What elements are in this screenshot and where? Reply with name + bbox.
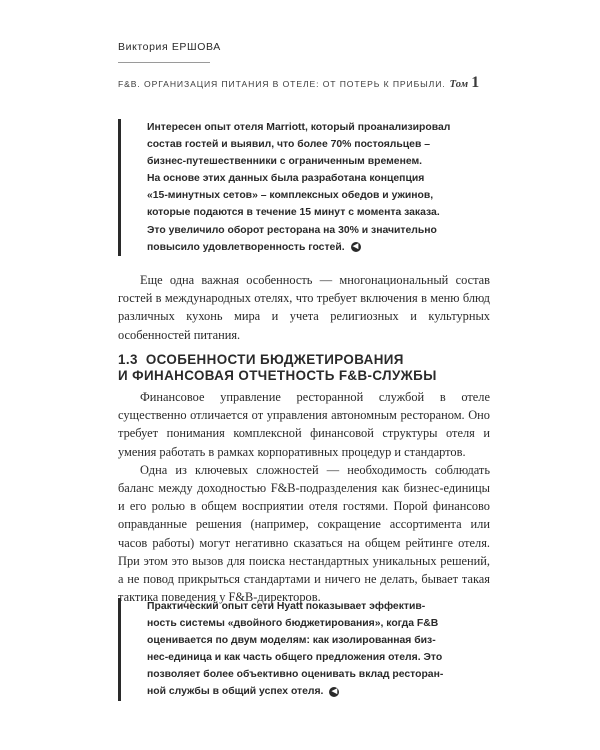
callout-line: которые подаются в течение 15 минут с момента заказа. [147, 207, 440, 219]
arrow-left-circle-icon: ◀ [329, 687, 339, 697]
section-title-line-1: ОСОБЕННОСТИ БЮДЖЕТИРОВАНИЯ [145, 352, 404, 367]
section-heading [118, 352, 490, 385]
callout-line: «15-минутных сетов» – комплексных обедов и ужинов, [147, 190, 434, 202]
section-title-line-2: И ФИНАНСОВАЯ ОТЧЕТНОСТЬ F&B-СЛУЖБЫ [118, 368, 437, 384]
callout-line: На основе этих данных была разработана концепция [147, 173, 425, 185]
callout-line: ной службы в общий успех отеля. [147, 686, 324, 698]
paragraph: Финансовое управление ресторанной службой в отеле существенно отличается от управления автономным рестораном. Оно требует понимания комплексной финансовой структуры отеля и умения работать в рамках корпоративных процедур и стандартов. [118, 390, 490, 459]
callout-marriott [118, 119, 499, 256]
callout-line: повысило удовлетворенность гостей. [147, 241, 345, 253]
section-heading-line-1 [118, 352, 490, 368]
callout-line: Это увеличило оборот ресторана на 30% и значительно [147, 224, 437, 236]
callout-line: нес-единица и как часть общего предложения отеля. Это [147, 652, 443, 664]
author-name: Виктория ЕРШОВА [118, 41, 221, 53]
author-divider [118, 62, 210, 63]
running-head [118, 74, 480, 92]
paragraph: Еще одна важная особенность — многонациональный состав гостей в международных отелях, что требует включения в меню блюд различных кухонь мира и учета религиозных и культурных особенностей питания. [118, 273, 490, 342]
callout-line: Практический опыт сети Hyatt показывает эффектив- [147, 601, 426, 612]
callout-line: бизнес-путешественники с ограниченным временем. [147, 156, 423, 168]
callout-line-last [147, 239, 499, 256]
callout-line: оценивается по двум моделям: как изолированная биз- [147, 635, 436, 647]
book-title: F&B. ОРГАНИЗАЦИЯ ПИТАНИЯ В ОТЕЛЕ: ОТ ПОТЕРЬ К ПРИБЫЛИ. [118, 79, 446, 89]
arrow-left-circle-icon: ◀ [351, 242, 361, 252]
volume-label: Том [449, 79, 469, 90]
volume-number: 1 [471, 74, 480, 91]
callout-line: Интересен опыт отеля Marriott, который проанализировал [147, 122, 451, 133]
callout-line: состав гостей и выявил, что более 70% постояльцев – [147, 139, 430, 151]
callout-hyatt [118, 598, 499, 701]
section-body [118, 388, 490, 606]
callout-line: ность системы «двойного бюджетирования», когда F&B [147, 618, 439, 630]
paragraph: Одна из ключевых сложностей — необходимость соблюдать баланс между доходностью F&B-подразделения как бизнес-единицы и его ролью в общем восприятии отеля гостями. Порой финансово оправданные решения (например, сокращение ассортимента или часов работы) могут негативно сказаться на общем рейтинге отеля. При этом это вызов для поиска нестандартных уникальных решений, а не повод прикрыться стандартами и ничего не делать, бывает такая тактика поведения у F&B-директоров. [118, 462, 490, 605]
intro-paragraph [118, 271, 490, 344]
section-number: 1.3 [118, 352, 138, 367]
callout-line: позволяет более объективно оценивать вклад ресторан- [147, 669, 444, 681]
callout-line-last [147, 683, 499, 700]
